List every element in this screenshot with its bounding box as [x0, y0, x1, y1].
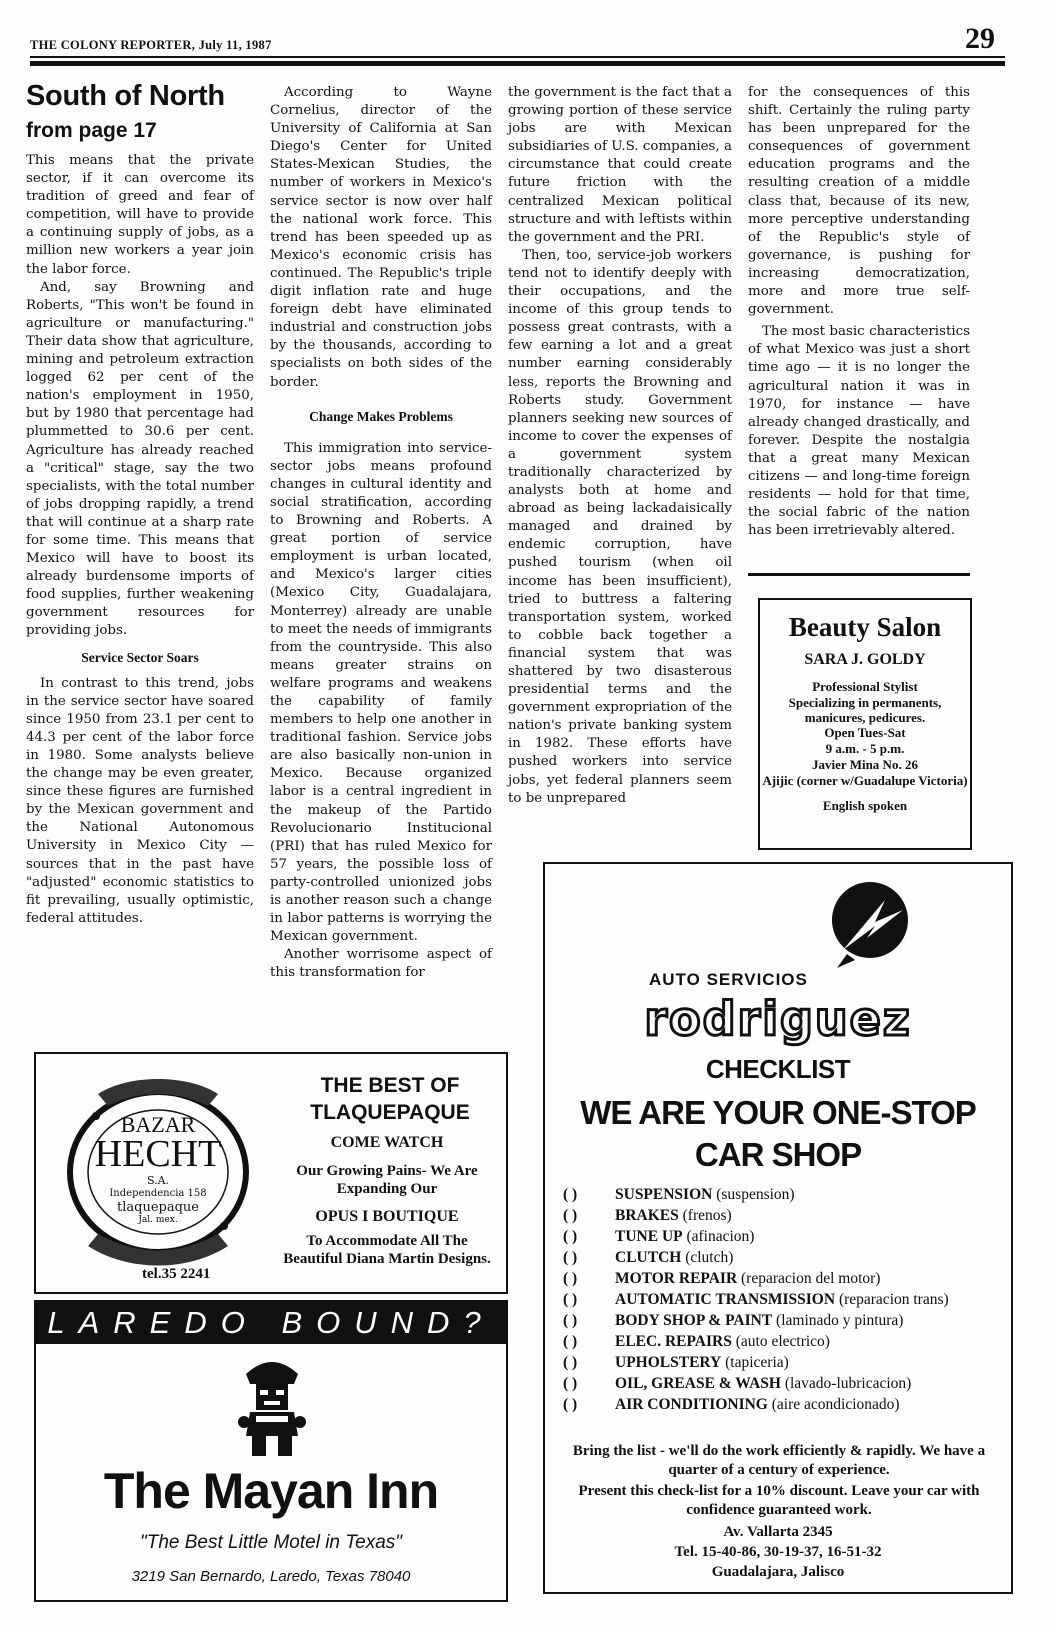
masthead-title: THE COLONY REPORTER, July 11, 1987: [30, 38, 272, 52]
auto-brand: rodriguez: [644, 992, 912, 1046]
bird-emblem-icon: [825, 880, 915, 970]
beauty-salon-ad: [758, 598, 972, 850]
article-paragraph: In contrast to this trend, jobs in the service sector have soared since 1950 from 23.1 per cent to 44.3 per cent of the labor force in 1980. Some analysts believe the change may be even greater, since these figures are furnished by the Mexican government and the National Autonomous University in Mexico City — sources that in the past have "adjusted" economic statistics to fit prevailing, usually optimistic, federal attitudes.: [26, 675, 254, 926]
article-paragraph: The most basic characteristics of what Mexico was just a short time ago — it is no longer the agricultural nation it was in 1970, for instance — have already changed drastically, and forever. Despite the nostalgia that a great many Mexican citizens — and long-time foreign residents — hold for that time, the social fabric of the nation has been irretrievably altered.: [748, 324, 970, 539]
beauty-salon-line: English spoken: [822, 798, 908, 813]
checklist-item[interactable]: ( ) BRAKES (frenos): [563, 1207, 732, 1224]
mayan-inn-address: 3219 San Bernardo, Laredo, Texas 78040: [131, 1568, 411, 1585]
article-subhead: from page 17: [26, 119, 157, 142]
auto-servicios-ad: [543, 862, 1013, 1594]
page-number: 29: [965, 22, 995, 55]
checklist-item[interactable]: ( ) BODY SHOP & PAINT (laminado y pintura): [563, 1312, 904, 1329]
article-column-2: [270, 84, 492, 983]
bazar-line: To Accommodate All The Beautiful Diana Martin Designs.: [283, 1233, 491, 1267]
beauty-salon-owner: SARA J. GOLDY: [804, 651, 926, 668]
article-paragraph: for the consequences of this shift. Certainly the ruling party has been unprepared for the consequences of government education programs and the resulting creation of a middle class that, because of its new, more perceptive understanding of the Republic's style of governance, is pushing for increasing democratization, more and more true self-government.: [748, 85, 970, 318]
checklist-item[interactable]: ( ) SUSPENSION (suspension): [563, 1186, 795, 1203]
section-subheading: Service Sector Soars: [81, 649, 199, 665]
auto-city: Guadalajara, Jalisco: [711, 1564, 845, 1580]
checklist-item[interactable]: ( ) AIR CONDITIONING (aire acondicionado): [563, 1396, 900, 1413]
mayan-inn-slogan: "The Best Little Motel in Texas": [139, 1532, 403, 1553]
checklist-item[interactable]: ( ) AUTOMATIC TRANSMISSION (reparacion trans): [563, 1291, 949, 1308]
bazar-line: OPUS I BOUTIQUE: [315, 1208, 459, 1225]
checklist-item[interactable]: ( ) ELEC. REPAIRS (auto electrico): [563, 1333, 830, 1350]
article-paragraph: the government is the fact that a growing portion of these service jobs are with Mexican subsidiaries of U.S. companies, a circumstance that could create future friction with the centralized Mexican political structure and with leftists within the government and the PRI.: [508, 85, 732, 245]
bazar-logo-main: HECHT: [94, 1133, 222, 1175]
bazar-hecht-ad: [34, 1052, 508, 1294]
auto-phones: Tel. 15-40-86, 30-19-37, 16-51-32: [674, 1544, 882, 1560]
bazar-logo-address: Independencia 158: [109, 1188, 207, 1199]
article-column-4: [748, 84, 970, 540]
checklist-title: CHECKLIST: [705, 1054, 851, 1084]
article-paragraph: This means that the private sector, if it can overcome its tradition of greed and fear of competition, will have to provide a continuing supply of jobs, as a million new workers a year join the labor force.: [26, 153, 254, 277]
beauty-salon-line: Professional Stylist: [812, 679, 918, 694]
auto-address: Av. Vallarta 2345: [723, 1524, 833, 1540]
checklist-item[interactable]: ( ) TUNE UP (afinacion): [563, 1228, 755, 1245]
mayan-inn-ad: [34, 1300, 508, 1602]
article-paragraph: Another worrisome aspect of this transformation for: [270, 947, 492, 981]
article-paragraph: Then, too, service-job workers tend not to identify deeply with their occupations, and the income of this group tends to possess great contrasts, with a few earning a lot and a great number earning considerably less, reports the Browning and Roberts study. Government planners seeking new sources of income to cover the expenses of a government system traditionally characterized by analysts both at home and abroad as being lackadaisically managed and drained by endemic corruption, have pushed tourism (when oil income has been insufficient), tried to buttress a faltering transportation system, worked to cobble back together a financial system that was shattered by two disasterous presidential terms and the government expropriation of the nation's private banking system in 1982. These efforts have pushed workers into service jobs, yet federal planners seem to be unprepared: [508, 247, 732, 806]
auto-headline: WE ARE YOUR ONE-STOP CAR SHOP: [580, 1094, 976, 1173]
auto-promo: Bring the list - we'll do the work efficiently & rapidly. We have a quarter of a century of experience.: [572, 1443, 986, 1478]
beauty-salon-title: Beauty Salon: [788, 612, 942, 642]
auto-kicker: AUTO SERVICIOS: [649, 970, 808, 989]
article-headline: South of North: [26, 80, 225, 112]
beauty-salon-line: Open Tues-Sat: [824, 725, 906, 740]
article-paragraph: According to Wayne Cornelius, director of the University of California at San Diego's Center for United States-Mexican Studies, the number of workers in Mexico's service sector is now over half the national work force. This trend has been speeded up as Mexico's economic crisis has continued. The Republic's triple digit inflation rate and huge foreign debt have eliminated industrial and construction jobs by the thousands, according to specialists on both sides of the border.: [270, 85, 492, 390]
bazar-line: COME WATCH: [330, 1134, 444, 1151]
bazar-logo-top: BAZAR: [120, 1112, 196, 1137]
checklist-item[interactable]: ( ) MOTOR REPAIR (reparacion del motor): [563, 1270, 881, 1287]
checklist-item[interactable]: ( ) UPHOLSTERY (tapiceria): [563, 1354, 789, 1371]
article-paragraph: This immigration into service-sector jobs means profound changes in cultural identity and social stratification, according to Browning and Roberts. A great portion of service employment is urban located, and Mexico's larger cities (Mexico City, Guadalajara, Monterrey) already are unable to meet the needs of immigrants from the countryside. This also means greater strains on welfare programs and weakens the capability of family members to help one another in traditional fashion. Service jobs are also basically non-union in Mexico. Because organized labor is a central ingredient in the makeup of the Partido Revolucionario Institucional (PRI) that has ruled Mexico for 57 years, the possible loss of party-controlled unionized jobs is another reason such a change in labor patterns is worrying the Mexican government.: [270, 440, 492, 945]
beauty-salon-line: Specializing in permanents, manicures, pedicures.: [788, 695, 942, 725]
auto-promo: Present this check-list for a 10% discount. Leave your car with confidence guaranteed work.: [578, 1483, 980, 1518]
checklist-item[interactable]: ( ) OIL, GREASE & WASH (lavado-lubricacion): [563, 1375, 912, 1392]
bazar-logo-state: Jal. mex.: [138, 1215, 178, 1225]
masthead-rule: [30, 56, 1005, 58]
bazar-headline: THE BEST OF TLAQUEPAQUE: [310, 1074, 470, 1124]
laredo-bound-banner: LAREDO BOUND?: [36, 1302, 506, 1344]
bazar-logo-city: tlaquepaque: [117, 1200, 199, 1215]
mayan-figure-icon: [236, 1356, 308, 1460]
article-column-3: [508, 84, 732, 808]
beauty-salon-line: Javier Mina No. 26: [812, 757, 918, 772]
article-paragraph: And, say Browning and Roberts, "This won't be found in agriculture or manufacturing." Their data show that agriculture, mining and petroleum extraction logged 62 per cent of the nation's employment in 1950, but by 1980 that percentage had plummetted to 30.6 per cent. Agriculture has already reached a "critical" stage, say the two specialists, with the total number of jobs dropping rapidly, a trend that will continue at a sharp rate for some time. This means that Mexico will have to boost its already burdensome imports of food supplies, further weakening government resources for providing jobs.: [26, 279, 254, 639]
beauty-salon-line: Ajijic (corner w/Guadalupe Victoria): [762, 773, 968, 788]
bazar-phone: tel.35 2241: [142, 1266, 211, 1282]
mayan-inn-name: The Mayan Inn: [103, 1463, 439, 1519]
service-checklist: [563, 1184, 1003, 1415]
column-end-rule: [748, 573, 970, 576]
checklist-item[interactable]: ( ) CLUTCH (clutch): [563, 1249, 734, 1266]
article-column-1: [26, 80, 254, 928]
masthead-rule-thick: [30, 61, 1005, 66]
bazar-logo-sa: S.A.: [146, 1174, 170, 1187]
bazar-line: Our Growing Pains- We Are Expanding Our: [296, 1163, 478, 1197]
beauty-salon-line: 9 a.m. - 5 p.m.: [825, 741, 905, 756]
section-subheading: Change Makes Problems: [309, 408, 453, 424]
